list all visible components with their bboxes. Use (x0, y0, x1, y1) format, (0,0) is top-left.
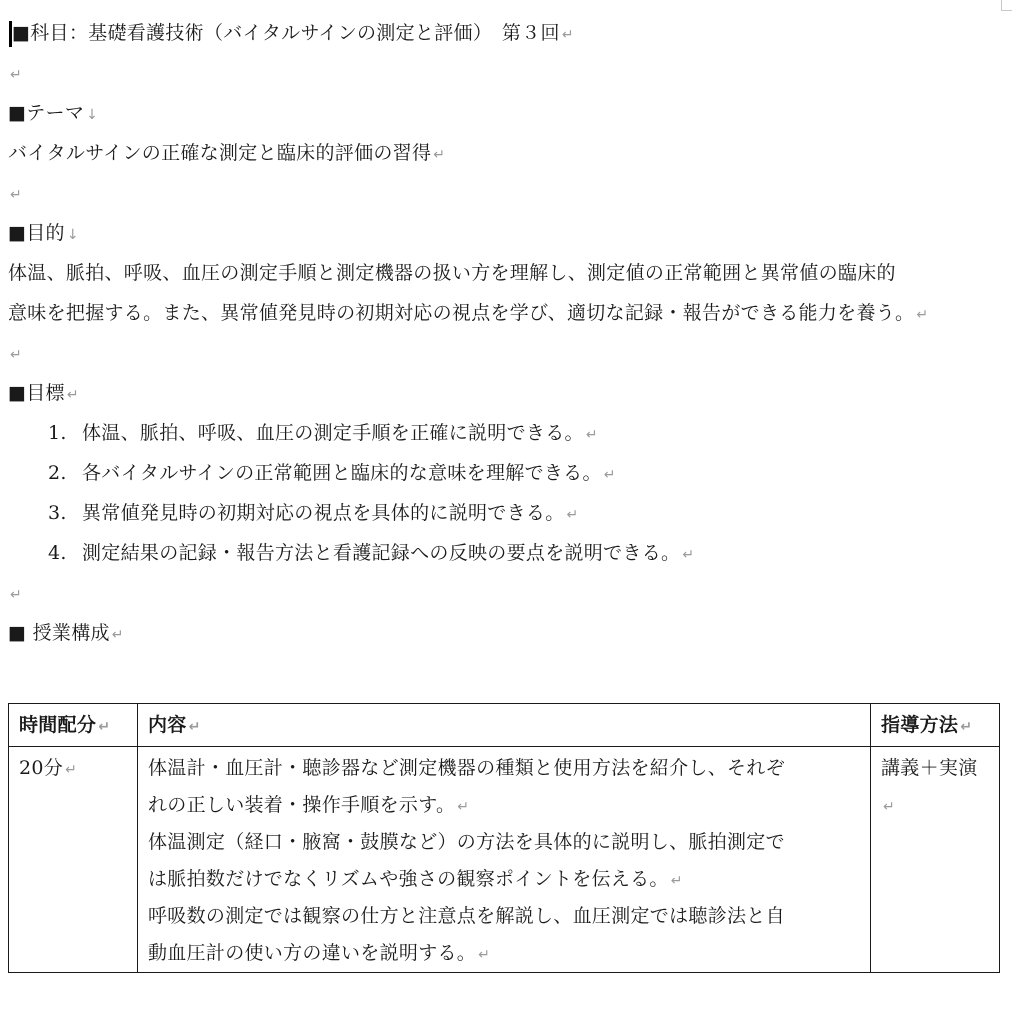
header-content[interactable]: 内容 ↵ (138, 704, 871, 747)
goals-list (8, 413, 1012, 573)
purpose-line: 体温、脈拍、呼吸、血圧の測定手順と測定機器の扱い方を理解し、測定値の正常範囲と異常値の臨床的 (8, 262, 896, 284)
purpose-heading: ■目的 ↓ (8, 222, 79, 244)
page-corner-marker (1001, 0, 1012, 11)
document-page[interactable] (8, 13, 1012, 653)
cell-method[interactable]: 講義＋実演↵ (871, 747, 1000, 973)
header-time[interactable]: 時間配分 ↵ (9, 704, 138, 747)
structure-heading: ■ 授業構成 ↵ (8, 622, 124, 644)
content-line: 体温測定（経口・腋窩・鼓膜など）の方法を具体的に説明し、脈拍測定で (148, 831, 785, 853)
empty-paragraph: ↵ (10, 587, 23, 603)
empty-paragraph: ↵ (10, 67, 23, 83)
cell-content[interactable] (138, 747, 871, 973)
cell-time[interactable]: 20分 ↵ (9, 747, 138, 973)
content-line: 体温計・血圧計・聴診器など測定機器の種類と使用方法を紹介し、それぞ (148, 757, 785, 779)
document-title: ■科目：基礎看護技術（バイタルサインの測定と評価） 第３回 ↵ (8, 13, 1012, 53)
empty-paragraph: ↵ (10, 347, 23, 363)
goal-item: 2. 各バイタルサインの正常範囲と臨床的な意味を理解できる。 ↵ (48, 462, 616, 484)
table-header-row (9, 704, 1000, 747)
theme-text: バイタルサインの正確な測定と臨床的評価の習得 ↵ (8, 142, 446, 164)
table-row (9, 747, 1000, 973)
goal-item: 3. 異常値発見時の初期対応の視点を具体的に説明できる。 ↵ (48, 502, 579, 524)
lesson-structure-table[interactable] (8, 703, 1000, 973)
purpose-line: 意味を把握する。また、異常値発見時の初期対応の視点を学び、適切な記録・報告ができる能力を養う。 ↵ (8, 302, 929, 324)
header-method[interactable]: 指導方法 ↵ (871, 704, 1000, 747)
content-line: れの正しい装着・操作手順を示す。 ↵ (148, 794, 470, 816)
goal-item: 1. 体温、脈拍、呼吸、血圧の測定手順を正確に説明できる。 ↵ (48, 422, 598, 444)
content-line: は脈拍数だけでなくリズムや強さの観察ポイントを伝える。 ↵ (148, 868, 683, 890)
content-line: 呼吸数の測定では観察の仕方と注意点を解説し、血圧測定では聴診法と自 (148, 905, 785, 927)
theme-heading: ■テーマ ↓ (8, 102, 99, 124)
goal-item: 4. 測定結果の記録・報告方法と看護記録への反映の要点を説明できる。 ↵ (48, 542, 695, 564)
content-line: 動血圧計の使い方の違いを説明する。 ↵ (148, 942, 491, 964)
empty-paragraph: ↵ (10, 187, 23, 203)
goals-heading: ■目標 ↵ (8, 382, 79, 404)
text-cursor (9, 21, 12, 47)
